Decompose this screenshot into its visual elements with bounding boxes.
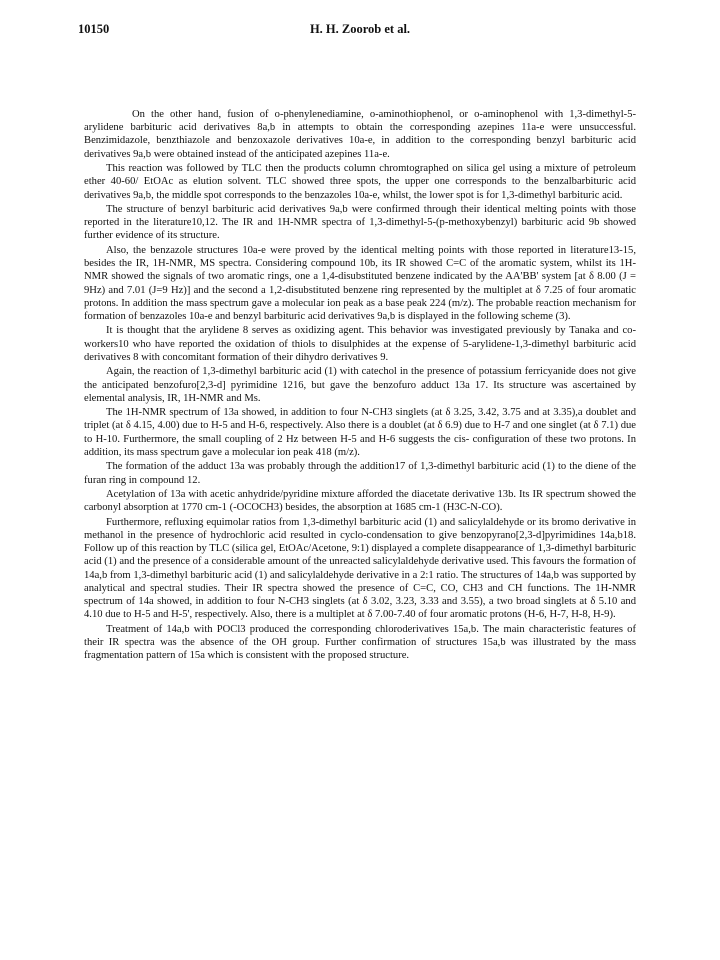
paragraph: The 1H-NMR spectrum of 13a showed, in addition to four N-CH3 singlets (at δ 3.25, 3.42, 3.75 and at 3.35),a doublet and triplet (at δ 4.15, 4.00) due to H-5 and H-6, respectively. Also there is a doublet (at δ 6.9) due to H-7 and one singlet (at δ 7.1) due to H-10. Furthermore, the small coupling of 2 Hz between H-5 and H-6 suggests the cis- configuration of these two protons. In addition, its mass spectrum gave a molecular ion peak 418 (m/z). bbox=[84, 407, 636, 458]
page-number: 10150 bbox=[78, 22, 110, 36]
running-authors: H. H. Zoorob et al. bbox=[309, 22, 411, 36]
paragraph: Acetylation of 13a with acetic anhydride/pyridine mixture afforded the diacetate derivative 13b. Its IR spectrum showed the carbonyl absorption at 1770 cm-1 (-OCOCH3) besides, the absorption at 1685 cm-1 (H3C-N-CO). bbox=[84, 489, 636, 514]
paragraph: On the other hand, fusion of o-phenylenediamine, o-aminothiophenol, or o-aminophenol with 1,3-dimethyl-5-arylidene barbituric acid derivatives 8a,b in attempts to obtain the corresponding azepines 11a-e were unsuccessful. Benzimidazole, benzthiazole and benzoxazole derivatives 10a-e, in addition to the corresponding benzyl barbituric acid derivatives 9a,b were obtained instead of the anticipated azepines 11a-e. bbox=[84, 109, 636, 160]
article-body bbox=[84, 108, 636, 664]
paragraph: Treatment of 14a,b with POCl3 produced the corresponding chloroderivatives 15a,b. The main characteristic features of their IR spectra was the absence of the OH group. Further confirmation of structures 15a,b was illustrated by the mass fragmentation pattern of 15a which is consistent with the proposed structure. bbox=[84, 623, 636, 662]
paragraph: Again, the reaction of 1,3-dimethyl barbituric acid (1) with catechol in the presence of potassium ferricyanide does not give the anticipated benzofuro[2,3-d] pyrimidine 1216, but gave the benzofuro adduct 13a 17. Its structure was ascertained by elemental analysis, IR, 1H-NMR and Ms. bbox=[84, 366, 636, 404]
paragraph: It is thought that the arylidene 8 serves as oxidizing agent. This behavior was investigated previously by Tanaka and co-workers10 who have reported the oxidation of thiols to disulphides at the expense of 5-arylidene-1,3-dimethyl barbituric acid derivatives 8 with concomitant formation of their dihydro derivatives 9. bbox=[84, 325, 636, 363]
running-header bbox=[78, 22, 642, 42]
paragraph: Furthermore, refluxing equimolar ratios from 1,3-dimethyl barbituric acid (1) and salicylaldehyde or its bromo derivative in methanol in the presence of hydrochloric acid resulted in cyclo-condensation to give benzopyrano[2,3-d]pyrimidines 14a,b18. Follow up of this reaction by TLC (silica gel, EtOAc/Acetone, 9:1) displayed a complete disappearance of 1,3-dimethyl barbituric acid (1) and the presence of a considerable amount of the unreacted salicylaldehyde derivative used. This favours the formation of 14a,b from 1,3-dimethyl barbituric acid (1) and salicylaldehyde derivative in a 2:1 ratio. The structures of 14a,b was supported by analytical and spectral studies. Their IR spectra showed the presence of C=C, CO, CH3 and CH functions. The 1H-NMR spectrum of 14a showed, in addition to four N-CH3 singlets (at δ 3.02, 3.23, 3.33 and 3.55), a two broad singlets at δ 5.10 and 4.10 due to H-5 and H-5', respectively. Also, there is a multiplet at δ 7.00-7.40 of four aromatic protons (H-6, H-7, H-8, H-9). bbox=[84, 516, 636, 621]
paragraph: The formation of the adduct 13a was probably through the addition17 of 1,3-dimethyl barbituric acid (1) to the diene of the furan ring in compound 12. bbox=[84, 461, 636, 486]
paragraph: This reaction was followed by TLC then the products column chromtographed on silica gel using a mixture of petroleum ether 40-60/ EtOAc as elution solvent. TLC showed three spots, the upper one corresponds to the benzalbarbituric acid derivatives 9a,b, the middle spot corresponds to the benzazoles 10a-e, whilst, the lower spot is for 1,3-dimethyl barbituric acid. bbox=[84, 163, 636, 201]
paragraph: The structure of benzyl barbituric acid derivatives 9a,b were confirmed through their identical melting points with those reported in the literature10,12. The IR and 1H-NMR spectra of 1,3-dimethyl-5-(p-methoxybenzyl) barbituric acid 9b showed further evidence of its structure. bbox=[84, 204, 636, 242]
paragraph: Also, the benzazole structures 10a-e were proved by the identical melting points with those reported in literature13-15, besides the IR, 1H-NMR, MS spectra. Considering compound 10b, its IR showed C=C of the aromatic system, whilst its 1H-NMR showed the signals of two aromatic rings, one a 1,4-disubstituted benzene indicated by the AA'BB' system [at δ 8.00 (J = 9Hz) and 7.01 (J=9 Hz)] and the second a 1,2-disubstituted benzene ring represented by the multiplet at δ 7.25 of four aromatic protons. In addition the mass spectrum gave a molecular ion peak as a base peak 224 (m/z). The probable reaction mechanism for formation of benzazoles 10a-e and benzyl barbituric acid derivatives 9a,b is displayed in the following scheme (3). bbox=[84, 244, 636, 322]
